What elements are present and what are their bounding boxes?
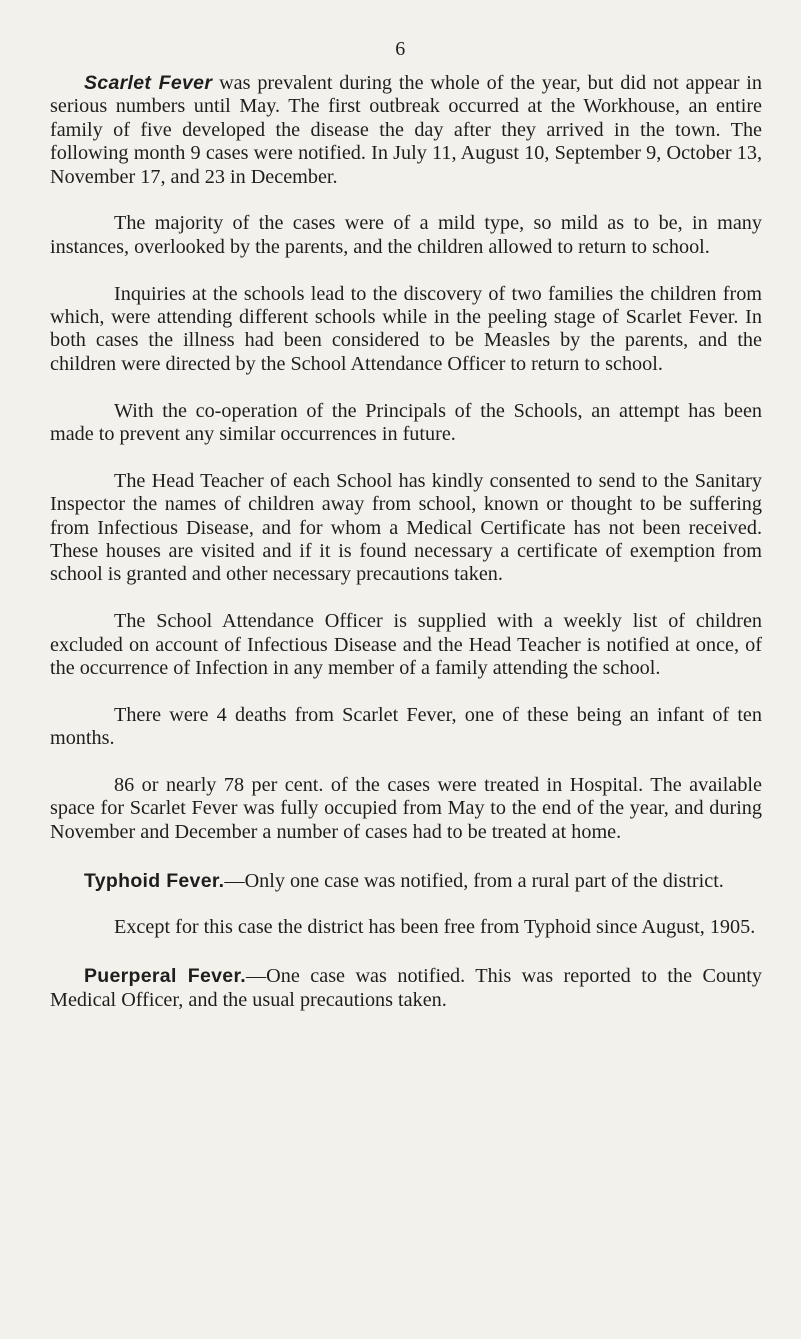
- paragraph-text: The majority of the cases were of a mild type, so mild as to be, in many instances, overlooked by the parents, and the children allowed to return to school.: [50, 212, 762, 258]
- paragraph-text: —Only one case was notified, from a rural part of the district.: [224, 869, 724, 892]
- paragraph-school-inquiries: [50, 283, 762, 377]
- paragraph-text: was prevalent during the whole of the year, but did not appear in serious numbers until May. The first outbreak occurred at the Workhouse, an entire family of five developed the disease the day after they arrived in the town. The following month 9 cases were notified. In July 11, August 10, September 9, October 13, November 17, and 23 in December.: [50, 72, 762, 188]
- paragraph-hospital: [50, 774, 762, 844]
- paragraph-puerperal-fever: [50, 965, 762, 1012]
- paragraph-text: The Head Teacher of each School has kindly consented to send to the Sanitary Inspector the names of children away from school, known or thought to be suffering from Infectious Disease, and for whom a Medical Certificate has not been received. These houses are visited and if it is found necessary a certificate of exemption from school is granted and other necessary precautions taken.: [50, 469, 762, 586]
- paragraph-typhoid-free: [50, 916, 762, 939]
- paragraph-scarlet-fever: [50, 72, 762, 189]
- paragraph-text: —One case was notified. This was reported to the County Medical Officer, and the usual precautions taken.: [50, 965, 762, 1011]
- paragraph-text: 86 or nearly 78 per cent. of the cases were treated in Hospital. The available space for Scarlet Fever was fully occupied from May to the end of the year, and during November and December a number of cases had to be treated at home.: [50, 774, 762, 843]
- paragraph-text: Inquiries at the schools lead to the discovery of two families the children from which, were attending different schools while in the peeling stage of Scarlet Fever. In both cases the illness had been considered to be Measles by the parents, and the children were directed by the School Attendance Officer to return to school.: [50, 282, 762, 375]
- paragraph-typhoid-fever: [50, 870, 762, 893]
- paragraph-attendance-officer: [50, 610, 762, 680]
- section-heading-scarlet-fever: Scarlet Fever: [84, 72, 213, 94]
- paragraph-text: The School Attendance Officer is supplied with a weekly list of children excluded on account of Infectious Disease and the Head Teacher is notified at once, of the occurrence of Infection in any member of a family attending the school.: [50, 610, 762, 680]
- paragraph-co-operation: [50, 400, 762, 447]
- paragraph-text: With the co-operation of the Principals of the Schools, an attempt has been made to prevent any similar occurrences in future.: [50, 399, 762, 446]
- document-body: [50, 72, 762, 1035]
- section-heading-puerperal-fever: Puerperal Fever.: [84, 965, 246, 988]
- paragraph-text: There were 4 deaths from Scarlet Fever, one of these being an infant of ten months.: [50, 703, 762, 750]
- paragraph-text: Except for this case the district has been free from Typhoid since August, 1905.: [114, 916, 756, 939]
- page-number: 6: [395, 38, 406, 60]
- paragraph-mild-cases: [50, 212, 762, 259]
- section-heading-typhoid-fever: Typhoid Fever.: [84, 869, 225, 892]
- paragraph-deaths: [50, 704, 762, 751]
- paragraph-head-teacher: [50, 470, 762, 587]
